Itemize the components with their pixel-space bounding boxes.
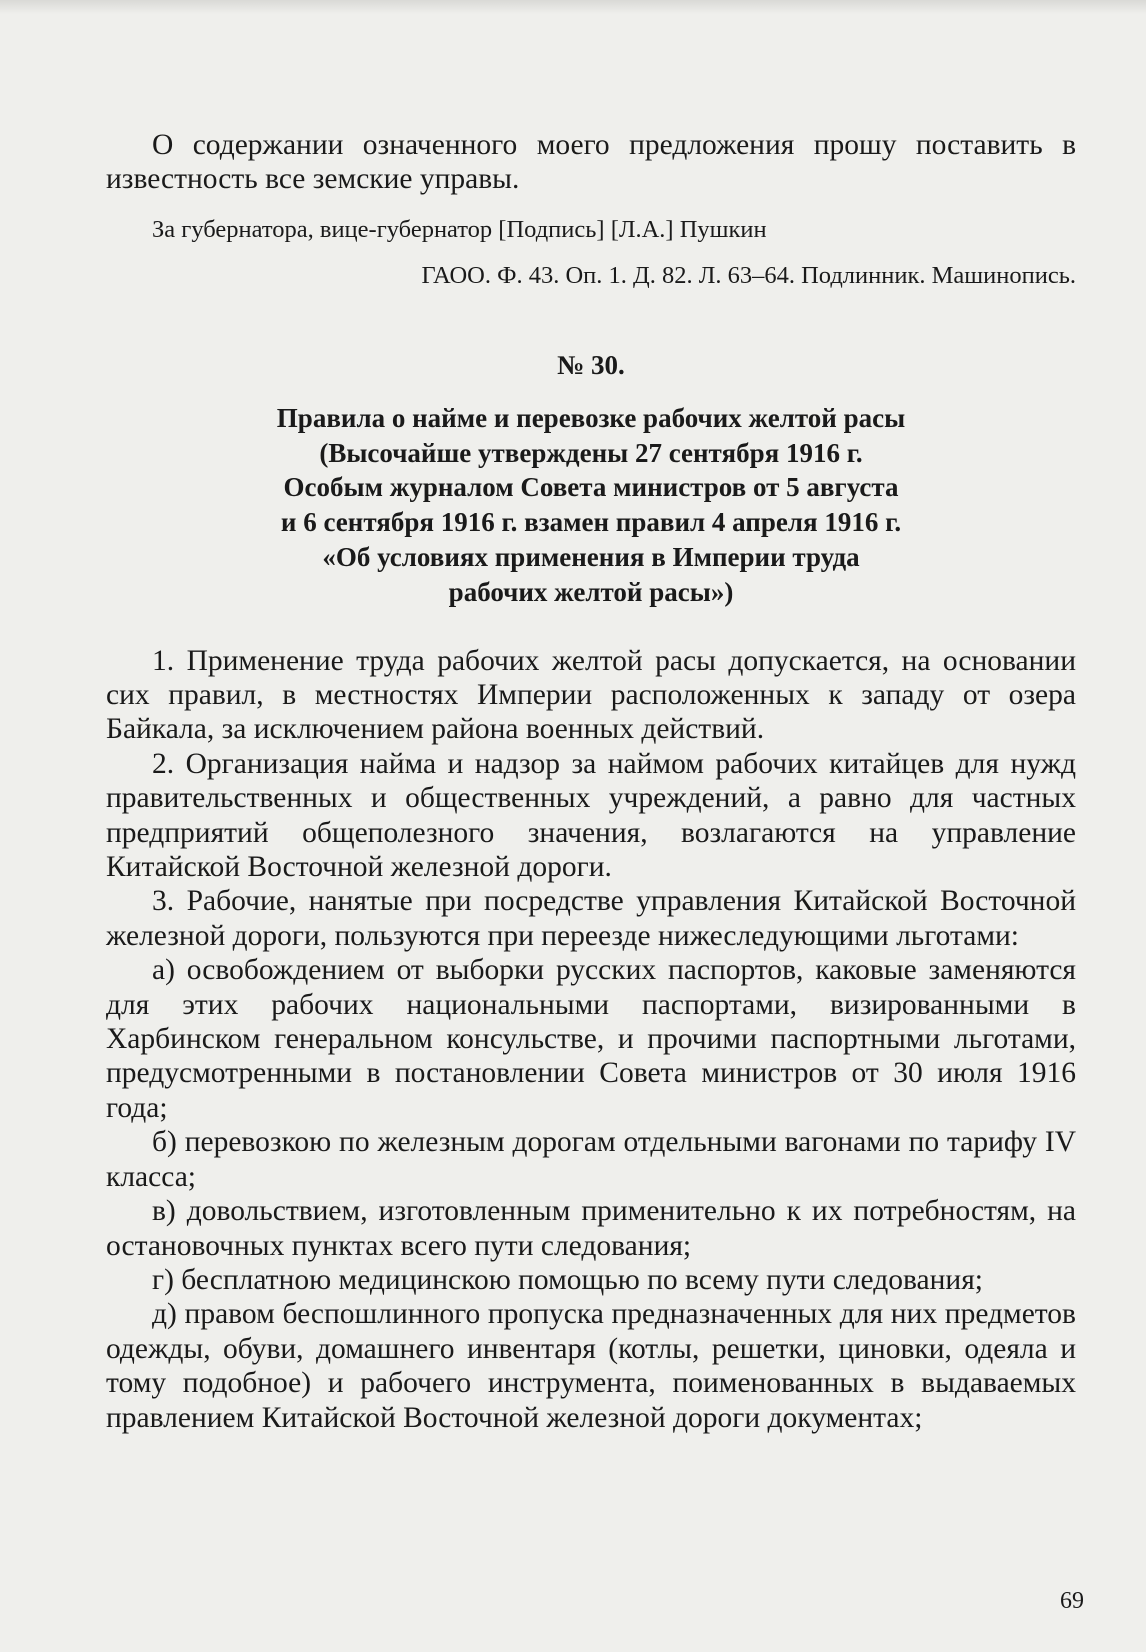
paragraph-3v: в) довольствием, изготовленным применительно к их потребностям, на остановочных пунктах всего пути следования; — [106, 1195, 1076, 1262]
page-number: 69 — [1060, 1588, 1084, 1614]
page-top-edge — [0, 0, 1146, 14]
document-body — [106, 644, 1076, 1435]
document-title: Правила о найме и перевозке рабочих желтой расы (Высочайше утверждены 27 сентября 1916 г. Особым журналом Совета министров от 5 августа и 6 сентября 1916 г. взамен правил 4 апреля 1916 г. «Об условиях применения в Империи труда рабочих желтой расы») — [276, 402, 906, 607]
paragraph-2: 2. Организация найма и надзор за наймом рабочих китайцев для нужд правительственных и общественных учреждений, а равно для частных предприятий общеполезного значения, возлагаются на управление Китайской Восточной железной дороги. — [106, 747, 1076, 884]
paragraph-3a: а) освобождением от выборки русских паспортов, каковые заменяются для этих рабочих национальными паспортами, визированными в Харбинском генеральном консульстве, и прочими паспортными льготами, предусмотренными в постановлении Совета министров от 30 июля 1916 года; — [106, 954, 1076, 1124]
paragraph-3g: г) бесплатною медицинскою помощью по всему пути следования; — [152, 1263, 983, 1296]
document-number: № 30. — [557, 349, 625, 380]
paragraph-3: 3. Рабочие, нанятые при посредстве управления Китайской Восточной железной дороги, пользуются при переезде нижеследующими льготами: — [106, 885, 1076, 952]
archive-source: ГАОО. Ф. 43. Оп. 1. Д. 82. Л. 63–64. Подлинник. Машинопись. — [421, 261, 1076, 289]
paragraph-3d: д) правом беспошлинного пропуска предназначенных для них предметов одежды, обуви, домашнего инвентаря (котлы, решетки, циновки, одеяла и тому подобное) и рабочего инструмента, поименованных в выдаваемых правлением Китайской Восточной железной дороги документах; — [106, 1298, 1076, 1434]
signature-line: За губернатора, вице-губернатор [Подпись] [Л.А.] Пушкин — [152, 215, 767, 243]
paragraph-1: 1. Применение труда рабочих желтой расы допускается, на основании сих правил, в местностях Империи расположенных к западу от озера Байкала, за исключением района военных действий. — [106, 644, 1076, 746]
page-content — [106, 128, 1076, 1435]
paragraph-3b: б) перевозкою по железным дорогам отдельными вагонами по тарифу IV класса; — [106, 1126, 1076, 1193]
intro-paragraph: О содержании означенного моего предложения прошу поставить в известность все земские управы. — [106, 129, 1076, 196]
